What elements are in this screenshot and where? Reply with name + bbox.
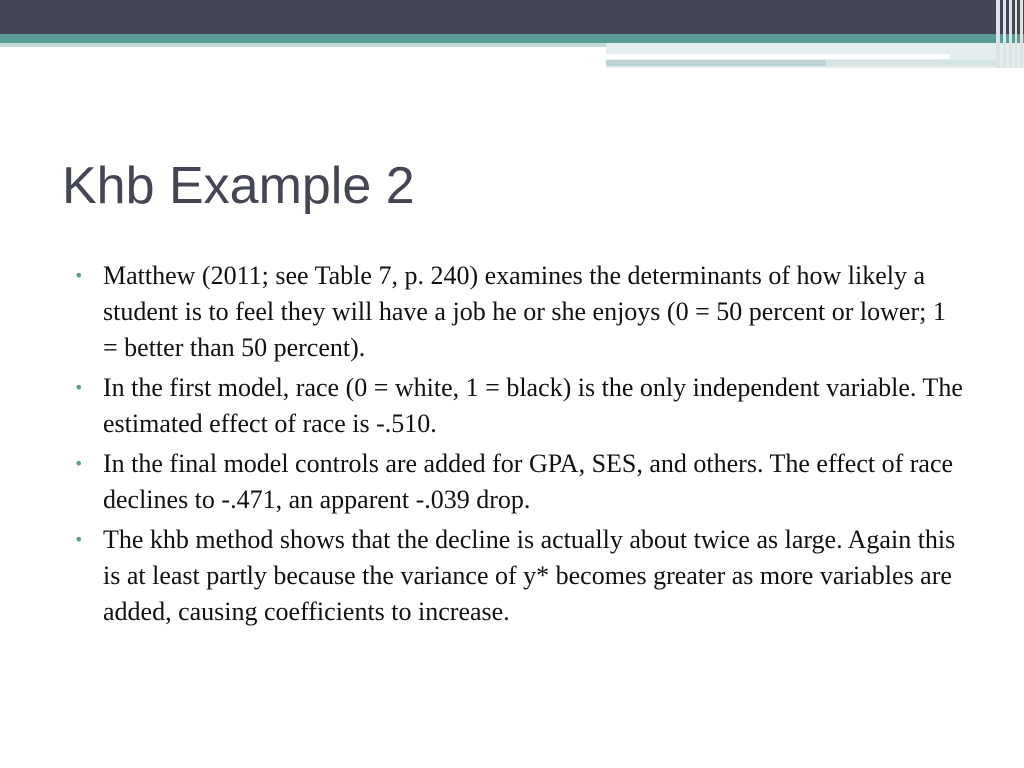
bullet-item [74,446,964,518]
bullet-icon: • [74,266,84,285]
bullet-text: In the final model controls are added for GPA, SES, and others. The effect of race declines to -.471, an apparent -.039 drop. [103,449,954,514]
header-accent-stripe [606,60,826,66]
bullet-item [74,522,964,630]
bullet-item [74,370,964,442]
header-light-stripe [0,43,606,47]
header-dark-bar [0,0,1024,34]
header-vertical-stripes [994,0,1024,68]
header-white-stripe [606,54,950,59]
bullet-text: Matthew (2011; see Table 7, p. 240) examines the determinants of how likely a student is to feel they will have a job he or she enjoys (0 = 50 percent or lower; 1 = better than 50 percent). [103,261,946,362]
slide-title: Khb Example 2 [62,157,415,215]
bullet-list [74,258,964,634]
bullet-icon: • [74,378,84,397]
header-teal-bar [0,34,1024,43]
bullet-icon: • [74,454,84,473]
bullet-item [74,258,964,366]
bullet-text: The khb method shows that the decline is actually about twice as large. Again this is at least partly because the variance of y* becomes greater as more variables are added, causing coefficients to increase. [103,525,956,626]
header-accent-stripe-right [826,60,996,66]
bullet-icon: • [74,530,84,549]
bullet-text: In the first model, race (0 = white, 1 = black) is the only independent variable. The estimated effect of race is -.510. [103,373,963,438]
